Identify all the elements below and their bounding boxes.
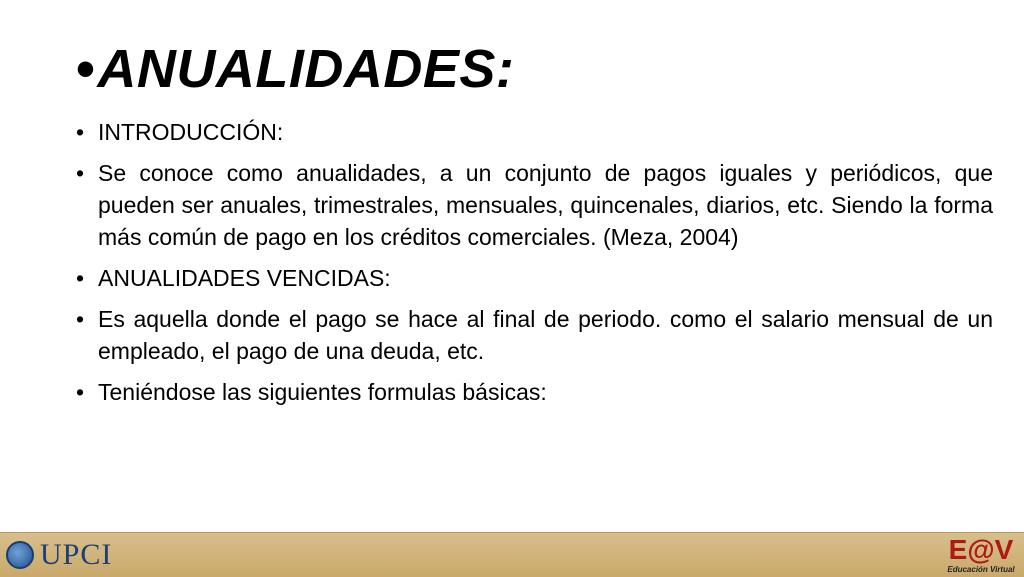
bullet-text: Es aquella donde el pago se hace al final de periodo. como el salario mensual de un empleado, el pago de una deuda, etc. [98, 306, 993, 364]
upci-seal-icon [6, 541, 34, 569]
bullet-dot: • [76, 379, 85, 405]
bullet-item-vencidas-definition [76, 303, 993, 367]
bullet-text: ANUALIDADES VENCIDAS: [98, 265, 391, 291]
bullet-dot: • [76, 160, 85, 186]
bullet-list [76, 116, 993, 417]
upci-logo [6, 537, 112, 573]
eav-logo [946, 535, 1016, 575]
eav-logo-text: E@V [948, 534, 1014, 565]
bullet-item-anualidades-vencidas [76, 262, 993, 294]
bullet-dot: • [76, 306, 85, 332]
bullet-item-introduccion [76, 116, 993, 148]
bullet-item-definition [76, 157, 993, 253]
bullet-text: Se conoce como anualidades, a un conjunto de pagos iguales y periódicos, que pueden ser anuales, trimestrales, mensuales, quincenales, diarios, etc. Siendo la forma más común de pago en los créditos comerciales. (Meza, 2004) [98, 160, 993, 250]
footer-bar [0, 532, 1024, 577]
upci-logo-text: UPCI [40, 538, 113, 571]
bullet-dot: • [76, 265, 85, 291]
bullet-dot: • [76, 119, 85, 145]
eav-logo-subtitle: Educación Virtual [947, 565, 1015, 574]
slide-title [76, 38, 514, 100]
bullet-text: Teniéndose las siguientes formulas básicas: [98, 379, 547, 405]
title-bullet: • [76, 39, 96, 99]
title-text: ANUALIDADES: [97, 39, 515, 99]
bullet-item-formulas [76, 376, 993, 408]
bullet-text: INTRODUCCIÓN: [98, 119, 284, 145]
